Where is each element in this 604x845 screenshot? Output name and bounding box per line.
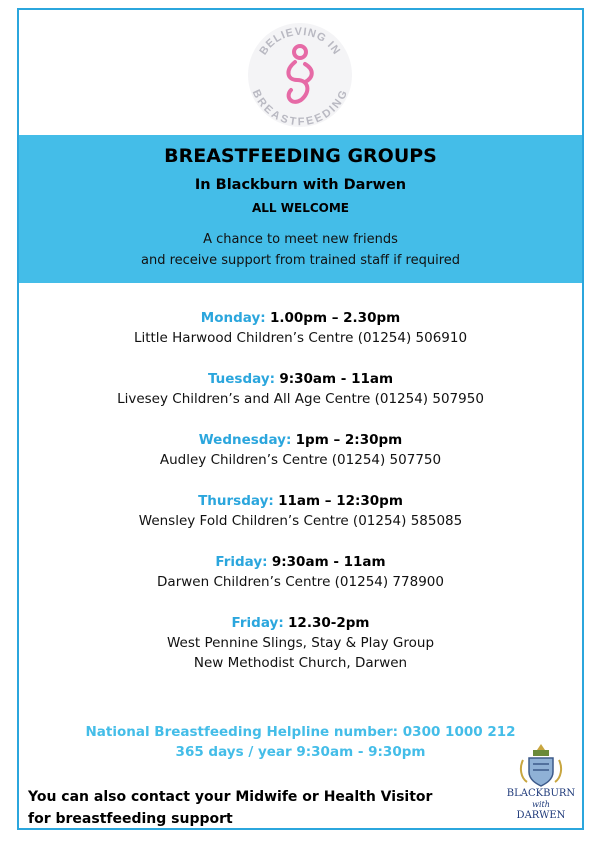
schedule-item: [19, 491, 582, 531]
page-title: BREASTFEEDING GROUPS: [164, 145, 437, 167]
schedule-venue: West Pennine Slings, Stay & Play Group: [166, 635, 435, 651]
header-banner: [19, 135, 582, 283]
crest-shield-icon: [505, 742, 577, 788]
contact-note: [28, 786, 432, 830]
schedule-item: [19, 613, 582, 673]
schedule-day: Monday:: [200, 310, 266, 326]
schedule-item: [19, 369, 582, 409]
helpline-hours: 365 days / year 9:30am - 9:30pm: [175, 744, 426, 760]
schedule-time: 11am – 12:30pm: [278, 493, 403, 509]
believing-in-breastfeeding-logo: [245, 20, 355, 130]
schedule-venue-line-2: New Methodist Church, Darwen: [193, 655, 408, 671]
schedule-time: 1.00pm – 2.30pm: [269, 310, 401, 326]
schedule-time: 12.30-2pm: [288, 615, 370, 631]
helpline-number: National Breastfeeding Helpline number: 0300 1000 212: [85, 724, 516, 740]
schedule-venue: Darwen Children’s Centre (01254) 778900: [157, 574, 444, 590]
intro-line-2: and receive support from trained staff if required: [140, 253, 460, 268]
contact-line-2: for breastfeeding support: [28, 811, 233, 827]
schedule-venue: Little Harwood Children’s Centre (01254) 506910: [133, 330, 468, 346]
schedule-day: Tuesday:: [207, 371, 276, 387]
schedule-venue: Livesey Children’s and All Age Centre (01254) 507950: [117, 391, 484, 407]
crest-name-1: BLACKBURN: [506, 788, 576, 799]
schedule-item: [19, 552, 582, 592]
logo-text-bottom: BREASTFEEDING: [249, 87, 351, 129]
poster-border: [17, 8, 584, 830]
schedule-item: [19, 308, 582, 348]
schedule-item: [19, 430, 582, 470]
intro-line-1: A chance to meet new friends: [203, 232, 398, 247]
welcome-text: ALL WELCOME: [252, 201, 349, 215]
contact-line-1: You can also contact your Midwife or Health Visitor: [28, 789, 433, 805]
schedule-time: 9:30am - 11am: [271, 554, 386, 570]
schedule-day: Wednesday:: [198, 432, 292, 448]
schedule-time: 9:30am - 11am: [279, 371, 394, 387]
schedule-day: Thursday:: [198, 493, 274, 509]
schedule-day: Friday:: [215, 554, 268, 570]
schedule-time: 1pm – 2:30pm: [295, 432, 403, 448]
crest-name-3: DARWEN: [516, 810, 566, 821]
schedule-day: Friday:: [231, 615, 284, 631]
crest-name-2: with: [532, 800, 550, 809]
blackburn-with-darwen-crest-icon: [505, 742, 577, 828]
logo-text-top: BELIEVING IN: [257, 25, 343, 58]
schedule-venue: Audley Children’s Centre (01254) 507750: [159, 452, 442, 468]
page-subtitle: In Blackburn with Darwen: [194, 177, 407, 193]
schedule-venue: Wensley Fold Children’s Centre (01254) 585085: [138, 513, 463, 529]
